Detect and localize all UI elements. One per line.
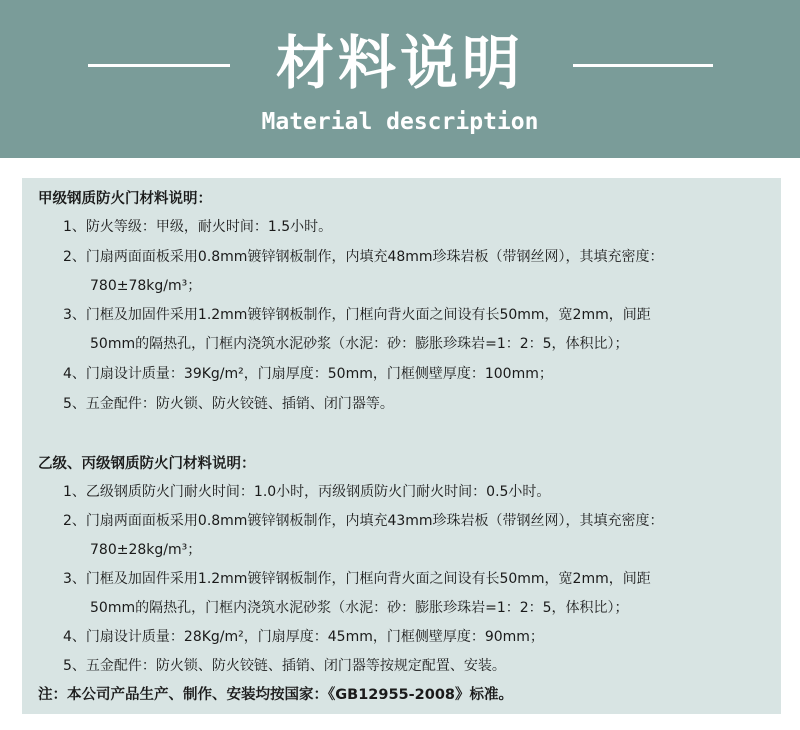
section-b-item: 5、五金配件：防火锁、防火铰链、插销、闭门器等按规定配置、安装。 [63, 658, 506, 674]
section-a-item: 4、门扇设计质量：39Kg/m²，门扇厚度：50mm，门框侧壁厚度：100mm； [63, 366, 553, 382]
section-a-item: 50mm的隔热孔，门框内浇筑水泥砂浆（水泥：砂：膨胀珍珠岩=1：2：5，体积比）； [90, 336, 629, 352]
section-b-item: 4、门扇设计质量：28Kg/m²，门扇厚度：45mm，门框侧壁厚度：90mm； [63, 629, 544, 645]
section-b-item: 2、门扇两面面板采用0.8mm镀锌钢板制作，内填充43mm珍珠岩板（带钢丝网），其填充密度： [63, 513, 664, 529]
page-title: 材料说明 [275, 29, 524, 97]
section-a-item: 2、门扇两面面板采用0.8mm镀锌钢板制作，内填充48mm珍珠岩板（带钢丝网），其填充密度： [63, 249, 664, 265]
section-b-item: 1、乙级钢质防火门耐火时间：1.0小时，丙级钢质防火门耐火时间：0.5小时。 [63, 484, 551, 500]
section-a-heading: 甲级钢质防火门材料说明： [38, 191, 212, 207]
section-b-item: 780±28kg/m³； [90, 542, 202, 558]
header-banner [0, 0, 800, 158]
section-b-heading: 乙级、丙级钢质防火门材料说明： [38, 456, 256, 472]
standards-note: 注：本公司产品生产、制作、安装均按国家：《GB12955-2008》标准。 [38, 687, 514, 703]
title-rule-right [573, 64, 713, 67]
section-a-item: 1、防火等级：甲级，耐火时间：1.5小时。 [63, 219, 333, 235]
section-a-item: 3、门框及加固件采用1.2mm镀锌钢板制作，门框向背火面之间设有长50mm，宽2mm，间距 [63, 307, 651, 323]
section-b-item: 3、门框及加固件采用1.2mm镀锌钢板制作，门框向背火面之间设有长50mm，宽2mm，间距 [63, 571, 651, 587]
section-a-item: 780±78kg/m³； [90, 278, 202, 294]
section-b-item: 50mm的隔热孔，门框内浇筑水泥砂浆（水泥：砂：膨胀珍珠岩=1：2：5，体积比）； [90, 600, 629, 616]
page-subtitle: Material description [261, 109, 539, 135]
section-a-item: 5、五金配件：防火锁、防火铰链、插销、闭门器等。 [63, 396, 394, 412]
